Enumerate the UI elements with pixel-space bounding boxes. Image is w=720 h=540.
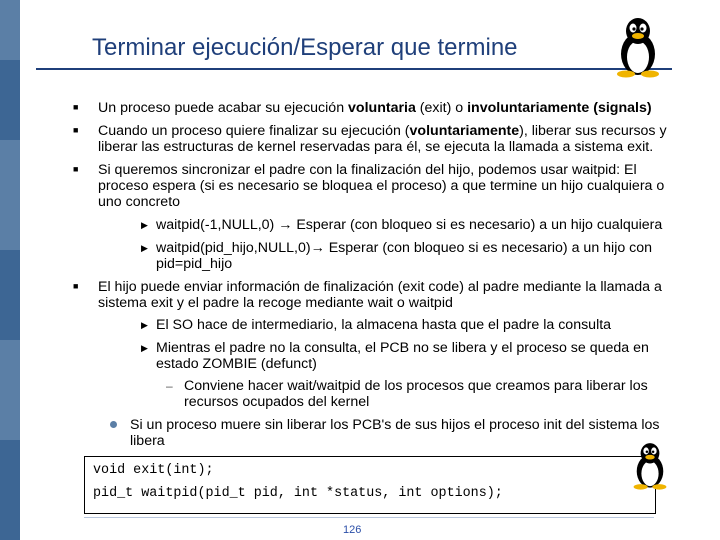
slide-title: Terminar ejecución/Esperar que termine <box>92 34 518 61</box>
triangle-arrow-bullet-icon: ▶ <box>141 243 148 253</box>
tux-penguin-icon <box>610 14 666 78</box>
bullet-4-line-1: El hijo puede enviar información de finalización (exit code) al padre mediante la llamada a <box>98 279 662 295</box>
code-box <box>84 456 656 514</box>
right-arrow-icon: → <box>278 217 293 233</box>
triangle-arrow-bullet-icon: ▶ <box>141 320 148 330</box>
sidebar-segment <box>0 60 20 140</box>
triangle-arrow-bullet-icon: ▶ <box>141 220 148 230</box>
right-arrow-icon: → <box>310 240 325 256</box>
bullet-3-line-3: uno concreto <box>98 194 181 210</box>
left-sidebar-bar <box>0 0 20 540</box>
code-line-1: void exit(int); <box>93 463 214 478</box>
bullet-3-sub-1: waitpid(-1,NULL,0) → Esperar (con bloqueo si es necesario) a un hijo cualquiera <box>156 217 663 233</box>
round-bullet-icon <box>110 421 117 428</box>
bullet-4-sub-2-line-1: Mientras el padre no la consulta, el PCB no se libera y el proceso se queda en <box>156 340 649 356</box>
bullet-4-sub-2-line-2: estado ZOMBIE (defunct) <box>156 356 317 372</box>
bullet-2-line-2: liberar las estructuras de kernel reservadas para él, se ejecuta la llamada a sistema exit. <box>98 139 654 155</box>
tux-penguin-icon <box>628 440 672 490</box>
bullet-3-line-1: Si queremos sincronizar el padre con la finalización del hijo, podemos usar waitpid: El <box>98 162 637 178</box>
sidebar-segment <box>0 440 20 540</box>
triangle-arrow-bullet-icon: ▶ <box>141 343 148 353</box>
bullet-4-line-2: sistema exit y el padre la recoge mediante wait o waitpid <box>98 295 453 311</box>
square-bullet-icon: ■ <box>73 125 79 135</box>
bullet-5-line-1: Si un proceso muere sin liberar los PCB's de sus hijos el proceso init del sistema los <box>130 417 660 433</box>
square-bullet-icon: ■ <box>73 102 79 112</box>
bullet-4-sub-1: El SO hace de intermediario, la almacena hasta que el padre la consulta <box>156 317 612 333</box>
bullet-3-sub-2-line-2: pid=pid_hijo <box>156 256 233 272</box>
bullet-1: Un proceso puede acabar su ejecución voluntaria (exit) o involuntariamente (signals) <box>98 100 652 116</box>
dash-item-line-1: Conviene hacer wait/waitpid de los procesos que creamos para liberar los <box>184 378 648 394</box>
square-bullet-icon: ■ <box>73 281 79 291</box>
square-bullet-icon: ■ <box>73 164 79 174</box>
dash-item-line-2: recursos ocupados del kernel <box>184 394 370 410</box>
footer-rule <box>84 517 654 518</box>
bullet-3-line-2: proceso espera (si es necesario se bloquea el proceso) a que termine un hijo cualquiera o <box>98 178 665 194</box>
bullet-3-sub-2-line-1: waitpid(pid_hijo,NULL,0)→ Esperar (con bloqueo si es necesario) a un hijo con <box>156 240 653 256</box>
dash-bullet-icon: – <box>166 379 173 393</box>
bullet-5-line-2: libera <box>130 433 165 449</box>
title-underline <box>36 68 672 70</box>
page-number: 126 <box>343 524 362 536</box>
sidebar-segment <box>0 250 20 340</box>
bullet-2-line-1: Cuando un proceso quiere finalizar su ejecución (voluntariamente), liberar sus recursos y <box>98 123 667 139</box>
code-line-2: pid_t waitpid(pid_t pid, int *status, int options); <box>93 486 503 501</box>
